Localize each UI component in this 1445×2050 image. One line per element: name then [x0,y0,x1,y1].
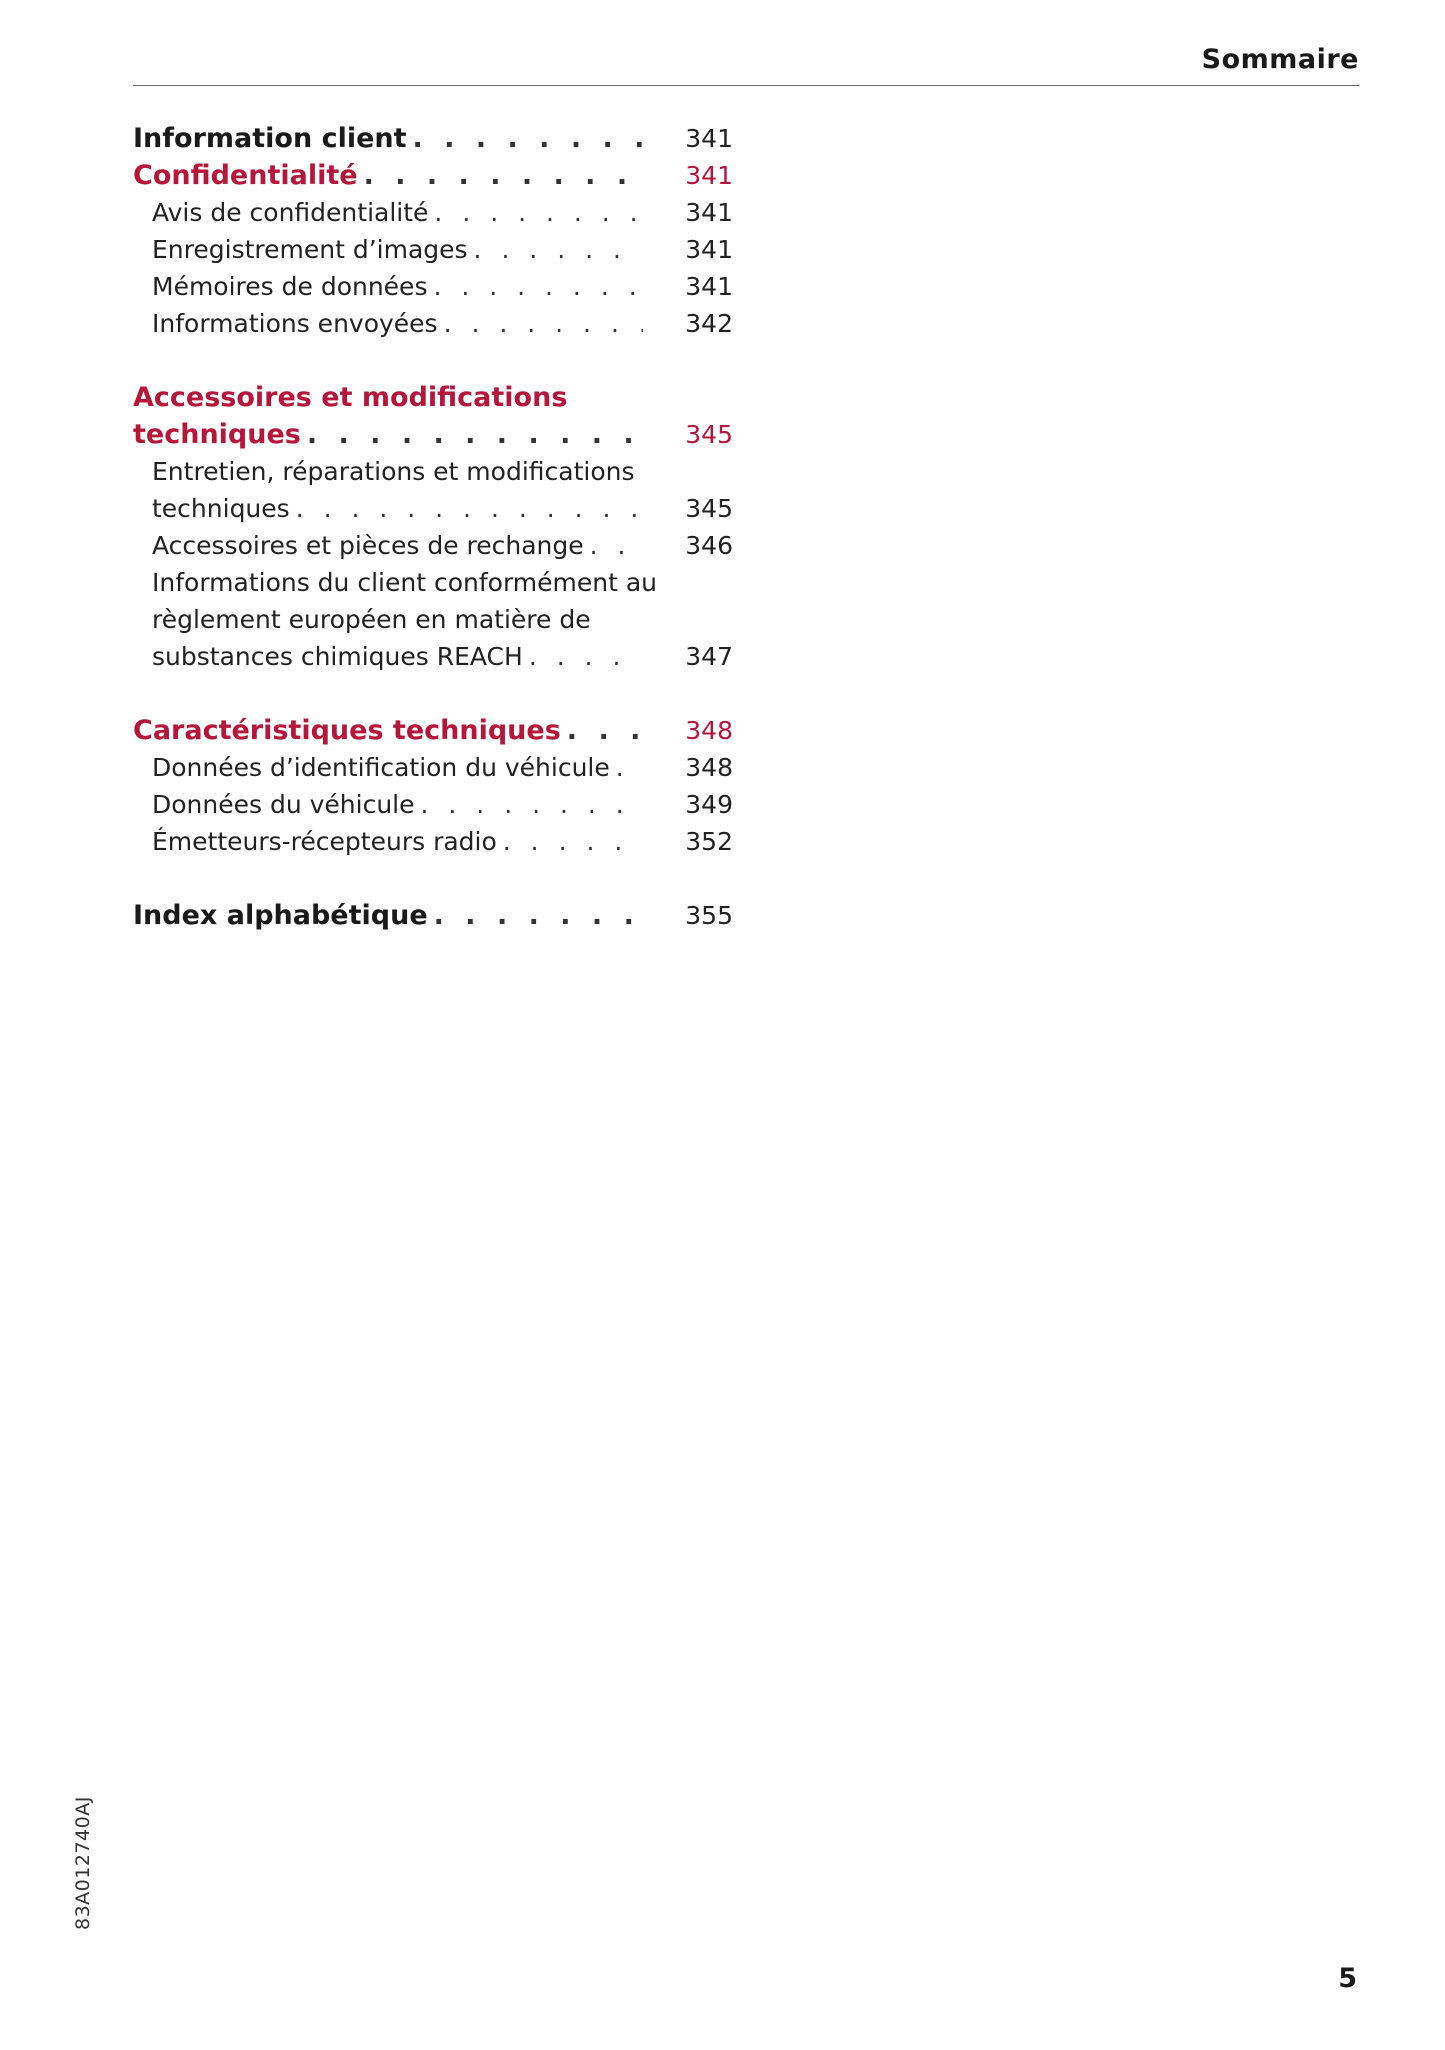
toc-subentry-memoires-de-donnees[interactable] [133,268,733,305]
toc-subentry-enregistrement-images[interactable] [133,231,733,268]
toc-page-number: 342 [685,309,733,338]
leader-dots [307,416,643,453]
toc-page-number: 341 [685,235,733,264]
toc-entry-title: Enregistrement d’images [152,235,468,264]
section-spacer [133,342,733,379]
toc-subentry-donnees-vehicule[interactable] [133,786,733,823]
toc-page-number: 348 [685,753,733,782]
toc-subentry-emetteurs-recepteurs[interactable] [133,823,733,860]
document-code: 83A012740AJ [72,1796,94,1930]
toc-entry-title: Émetteurs-récepteurs radio [152,827,497,856]
toc-page-number: 341 [685,161,733,190]
leader-dots [434,194,643,231]
toc-entry-title: Mémoires de données [152,272,428,301]
toc-page-number: 347 [685,642,733,671]
toc-subentry-reach[interactable] [133,564,733,675]
toc-entry-caracteristiques-techniques[interactable] [133,712,733,749]
toc-entry-index-alphabetique[interactable] [133,897,733,934]
toc-page-number: 341 [685,198,733,227]
header-divider [133,85,1359,86]
toc-entry-title: techniques [133,419,301,450]
toc-entry-title: Accessoires et pièces de rechange [152,531,584,560]
toc-page-number: 352 [685,827,733,856]
toc-entry-title-line: Informations du client conformément au [152,568,658,597]
toc-subentry-informations-envoyees[interactable] [133,305,733,342]
table-of-contents [133,120,733,934]
leader-dots [421,786,643,823]
toc-page-number: 355 [685,901,733,930]
toc-entry-title: Index alphabétique [133,900,428,931]
toc-page-number: 345 [685,494,733,523]
leader-dots [413,120,643,157]
toc-entry-title: Confidentialité [133,160,358,191]
toc-entry-title: Caractéristiques techniques [133,715,561,746]
toc-subentry-donnees-identification[interactable] [133,749,733,786]
toc-entry-title-line: Accessoires et modifications [133,382,568,413]
toc-entry-confidentialite[interactable] [133,157,733,194]
leader-dots [434,897,643,934]
toc-entry-title: Données du véhicule [152,790,415,819]
leader-dots [590,527,643,564]
leader-dots [616,749,643,786]
leader-dots [444,305,643,342]
toc-page-number: 341 [685,272,733,301]
toc-entry-information-client[interactable] [133,120,733,157]
toc-page-number: 345 [685,420,733,449]
toc-entry-accessoires-modifications[interactable] [133,379,733,453]
leader-dots [296,490,643,527]
toc-entry-title: techniques [152,494,290,523]
running-header-title: Sommaire [1201,44,1359,75]
leader-dots [529,638,643,675]
section-spacer [133,675,733,712]
page-number: 5 [1338,1963,1357,1994]
toc-subentry-accessoires-pieces[interactable] [133,527,733,564]
toc-page-number: 346 [685,531,733,560]
toc-page-number: 349 [685,790,733,819]
toc-entry-title: Données d’identification du véhicule [152,753,610,782]
toc-entry-title: Avis de confidentialité [152,198,429,227]
toc-entry-title: Informations envoyées [152,309,438,338]
leader-dots [474,231,643,268]
leader-dots [567,712,643,749]
leader-dots [503,823,643,860]
toc-page-number: 341 [685,124,733,153]
toc-entry-title-line: règlement européen en matière de [152,605,591,634]
section-spacer [133,860,733,897]
toc-subentry-avis-de-confidentialite[interactable] [133,194,733,231]
leader-dots [364,157,643,194]
leader-dots [433,268,643,305]
toc-entry-title-line: Entretien, réparations et modifications [152,457,635,486]
toc-subentry-entretien-reparations[interactable] [133,453,733,527]
toc-entry-title: Information client [133,123,407,154]
toc-page-number: 348 [685,716,733,745]
toc-entry-title: substances chimiques REACH [152,642,523,671]
